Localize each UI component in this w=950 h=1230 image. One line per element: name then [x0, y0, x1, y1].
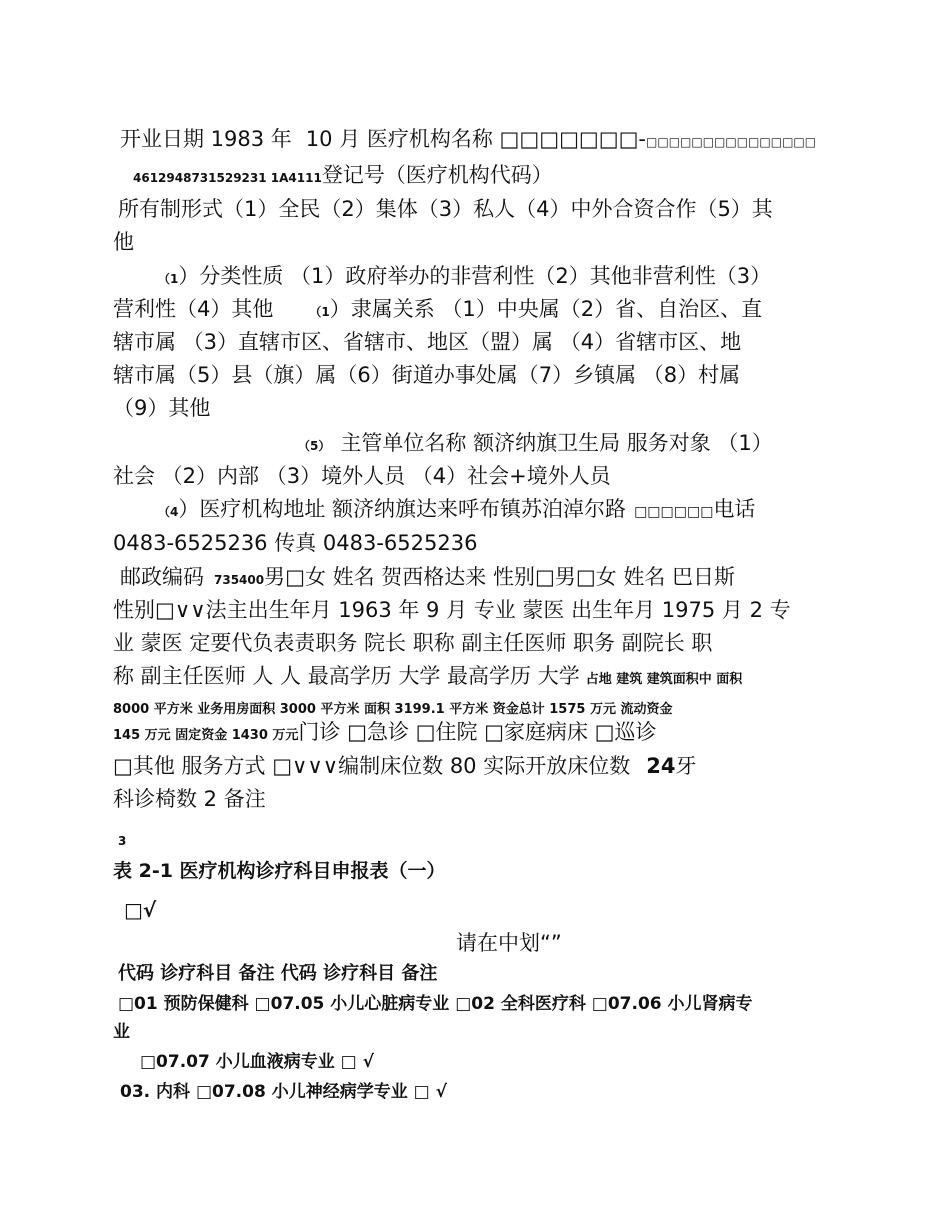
service-object-line: 社会 （2）内部 （3）境外人员 （4）社会+境外人员 — [113, 464, 611, 488]
opening-date-line: 开业日期 1983 年 10 月 医疗机构名称 □□□□□□□-□□□□□□□□□□□□□□□ — [120, 127, 817, 151]
area-funds-line: 8000 平方米 业务用房面积 3000 平方米 面积 3199.1 平方米 资金总计 1575 万元 流动资金 — [113, 702, 673, 717]
phone-fax-line: 0483-6525236 传真 0483-6525236 — [113, 531, 478, 555]
affiliation-line-4: （9）其他 — [113, 396, 211, 420]
table-row: 03. 内科 □07.08 小儿神经病学专业 □ √ — [120, 1082, 447, 1102]
table-row-cont: 业 — [113, 1022, 130, 1042]
classification-line: （1）分类性质 （1）政府举办的非营利性（2）其他非营利性（3） — [158, 264, 772, 288]
postcode-line: 邮政编码 735400男□女 姓名 贺西格达来 性别□男□女 姓名 巴日斯 — [120, 565, 736, 589]
table-row: □01 预防保健科 □07.05 小儿心脏病专业 □02 全科医疗科 □07.06 小儿肾病专 — [118, 994, 753, 1014]
affiliation-line-2: 辖市属 （3）直辖市区、省辖市、地区（盟）属 （4）省辖市区、地 — [113, 330, 742, 354]
legal-rep-line: 性别□∨∨法主出生年月 1963 年 9 月 专业 蒙医 出生年月 1975 月 2 专 — [113, 598, 791, 622]
instruction-text: 请在中划“” — [456, 931, 562, 955]
address-line: （4）医疗机构地址 额济纳旗达来呼布镇苏泊淖尔路 □□□□□□电话 — [158, 497, 756, 521]
page-number: 3 — [118, 834, 127, 848]
supervisor-line: （5） 主管单位名称 额济纳旗卫生局 服务对象 （1） — [298, 431, 773, 455]
service-line: 145 万元 固定资金 1430 万元门诊 □急诊 □住院 □家庭病床 □巡诊 — [113, 720, 657, 744]
ownership-line-cont: 他 — [113, 230, 134, 254]
affiliation-line-3: 辖市属（5）县（旗）属（6）街道办事处属（7）乡镇属 （8）村属 — [113, 363, 741, 387]
table-title: 表 2-1 医疗机构诊疗科目申报表（一） — [113, 860, 446, 882]
ownership-line: 所有制形式（1）全民（2）集体（3）私人（4）中外合资合作（5）其 — [118, 197, 773, 221]
table-row: □07.07 小儿血液病专业 □ √ — [140, 1052, 374, 1072]
education-area-line: 称 副主任医师 人 人 最高学历 大学 最高学历 大学 占地 建筑 建筑面积中 面积 — [113, 664, 743, 688]
registration-code-line: 4612948731529231 1A4111登记号（医疗机构代码） — [133, 163, 553, 187]
principal-line: 业 蒙医 定要代负表责职务 院长 职称 副主任医师 职务 副院长 职 — [113, 631, 713, 655]
dental-chairs-line: 科诊椅数 2 备注 — [113, 787, 266, 811]
affiliation-line: 营利性（4）其他 （1）隶属关系 （1）中央属（2）省、自治区、直 — [113, 297, 763, 321]
check-mark-sample: □√ — [124, 898, 157, 922]
beds-line: □其他 服务方式 □∨∨∨编制床位数 80 实际开放床位数 24牙 — [113, 754, 697, 778]
table-header: 代码 诊疗科目 备注 代码 诊疗科目 备注 — [118, 963, 438, 984]
